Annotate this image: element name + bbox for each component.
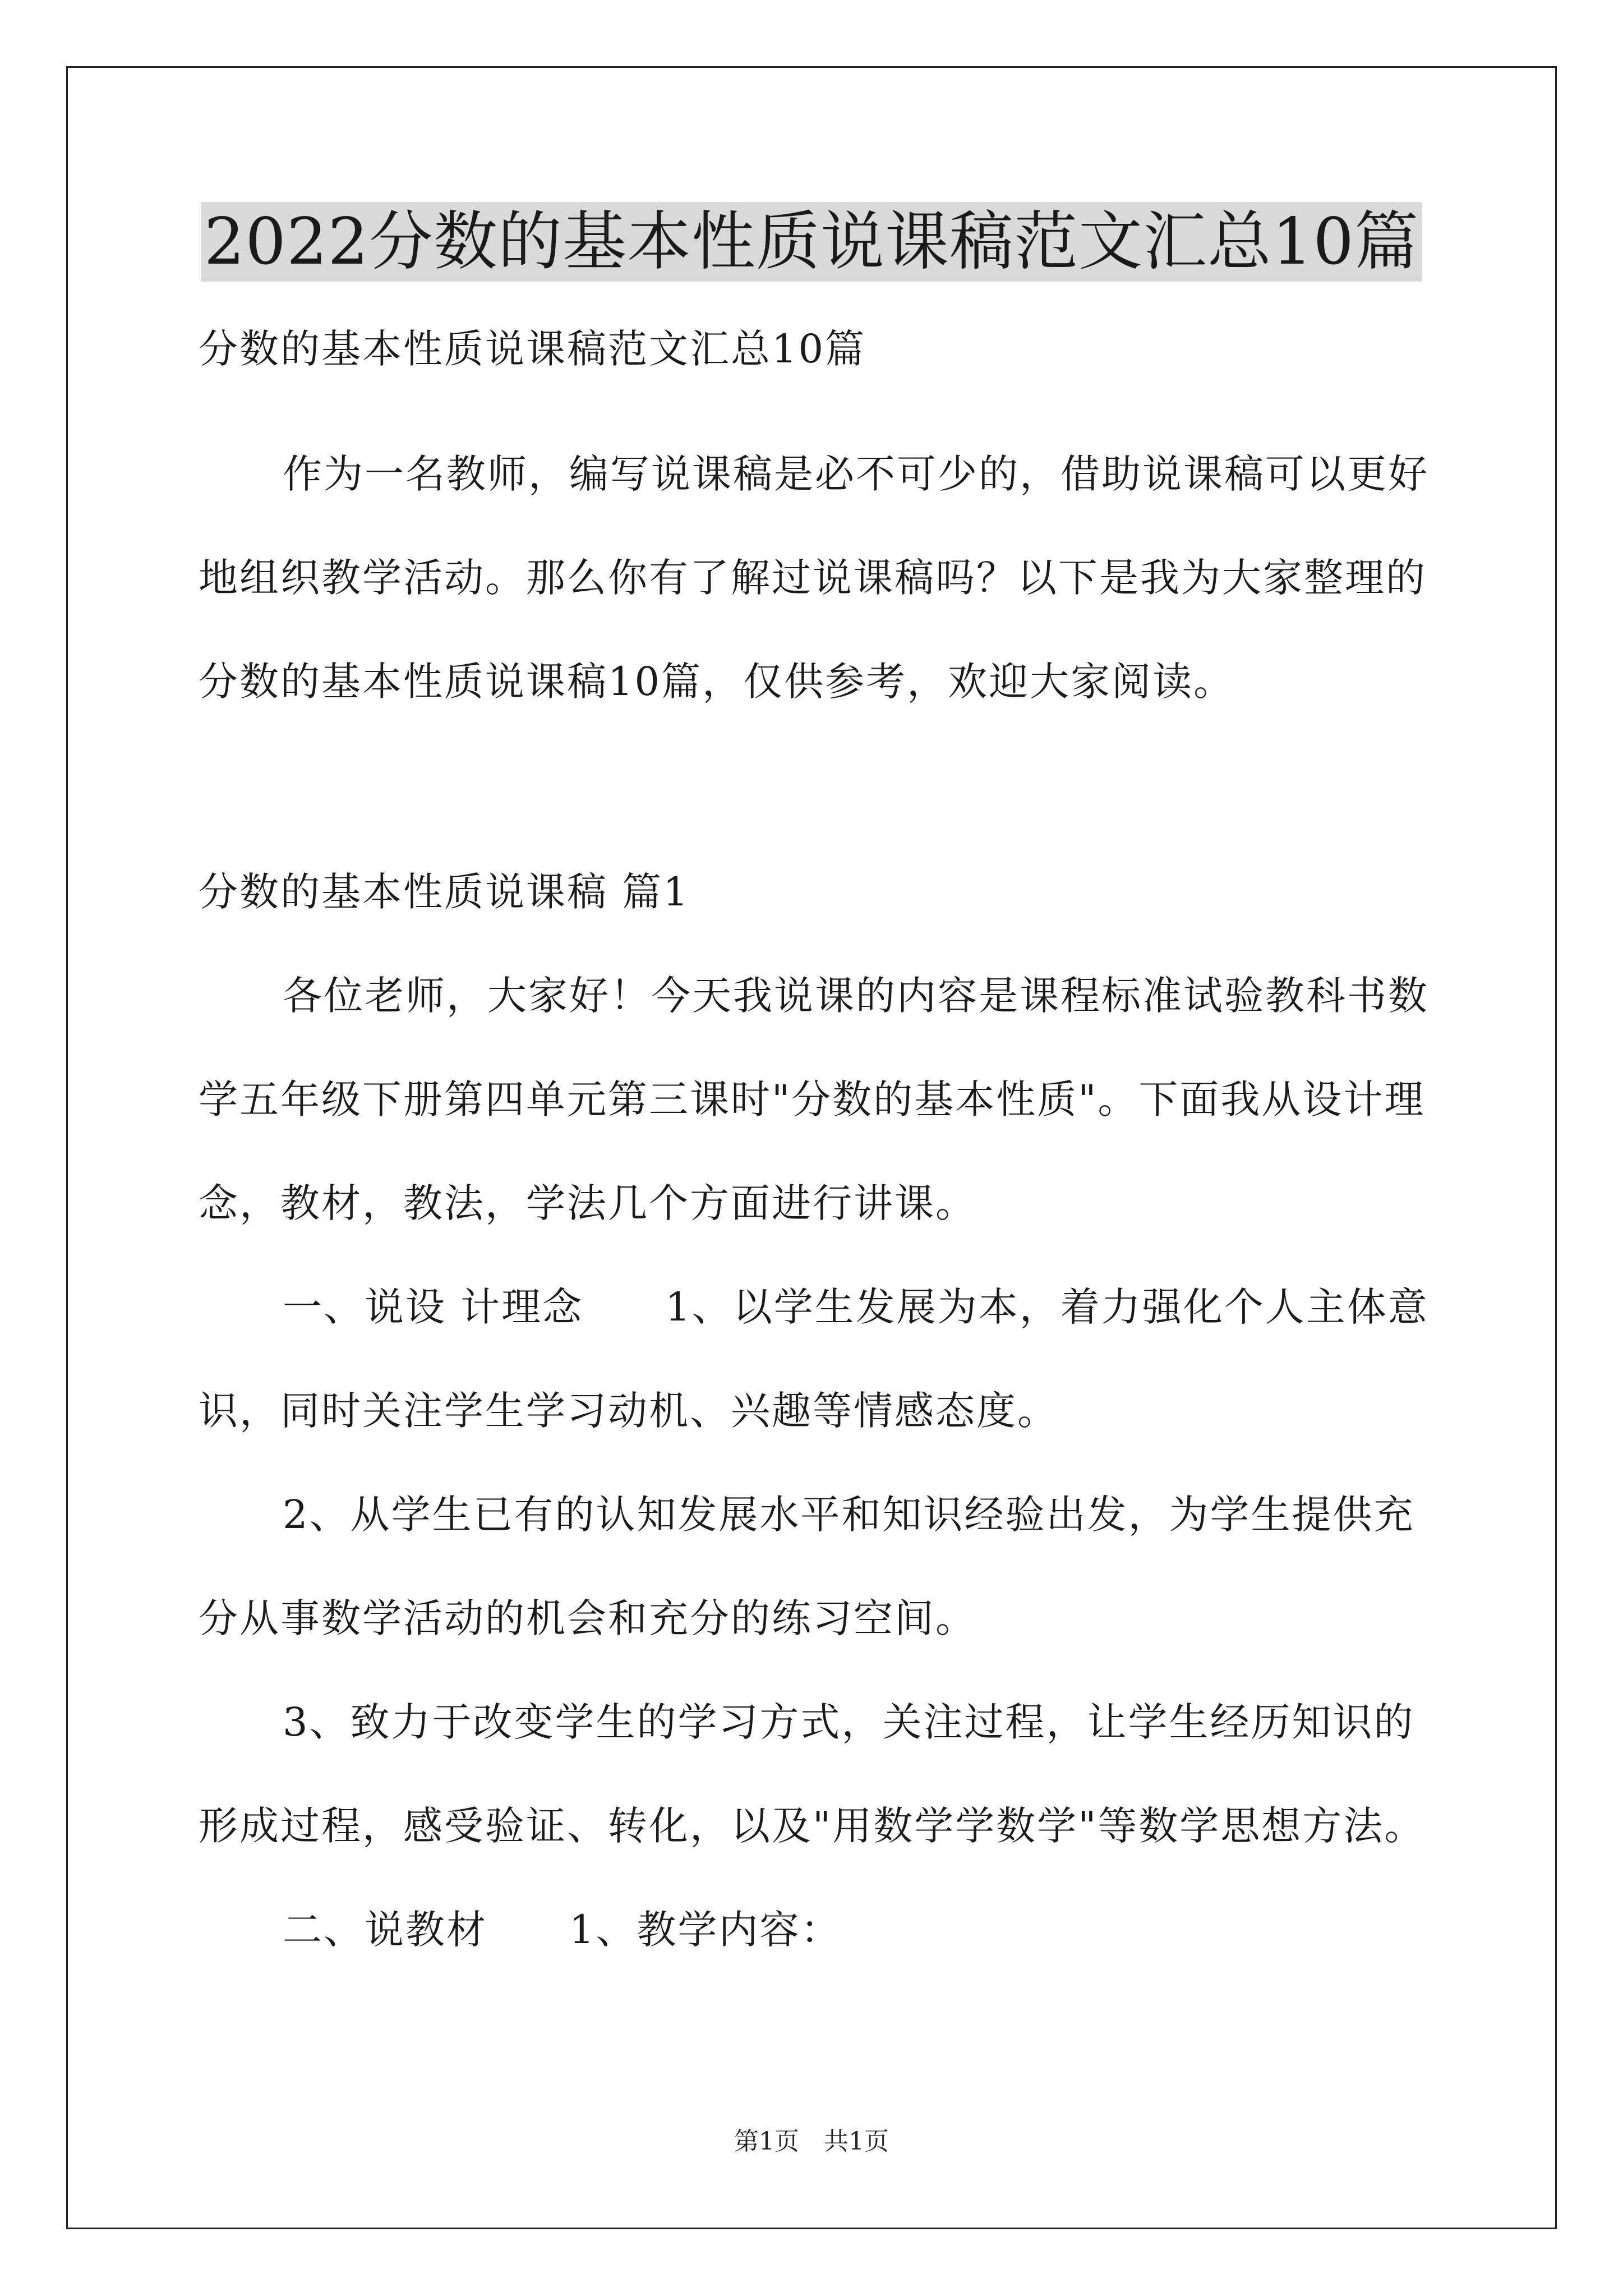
subtitle-line: 分数的基本性质说课稿范文汇总10篇	[199, 326, 866, 372]
title-container	[0, 202, 1623, 282]
body-paragraph: 各位老师，大家好！今天我说课的内容是课程标准试验教科书数学五年级下册第四单元第三课时"分数的基本性质"。下面我从设计理念，教材，教法，学法几个方面进行讲课。	[199, 973, 1429, 1226]
page-footer: 第1页 共1页	[734, 2127, 889, 2156]
body-paragraph: 二、说教材 1、教学内容：	[283, 1907, 842, 1953]
body-paragraph: 一、说设 计理念 1、以学生发展为本，着力强化个人主体意识，同时关注学生学习动机、兴趣等情感态度。	[199, 1284, 1429, 1434]
body-paragraph: 3、致力于改变学生的学习方式，关注过程，让学生经历知识的形成过程，感受验证、转化，以及"用数学学数学"等数学思想方法。	[199, 1699, 1426, 1849]
section-heading: 分数的基本性质说课稿 篇1	[199, 869, 690, 915]
intro-paragraph: 作为一名教师，编写说课稿是必不可少的，借助说课稿可以更好地组织教学活动。那么你有了解过说课稿吗？以下是我为大家整理的分数的基本性质说课稿10篇，仅供参考，欢迎大家阅读。	[199, 451, 1429, 705]
document-title: 2022分数的基本性质说课稿范文汇总10篇	[201, 202, 1422, 282]
spacer	[199, 734, 1430, 840]
body-paragraph: 2、从学生已有的认知发展水平和知识经验出发，为学生提供充分从事数学活动的机会和充分的练习空间。	[199, 1492, 1415, 1641]
document-body	[199, 297, 1430, 1982]
